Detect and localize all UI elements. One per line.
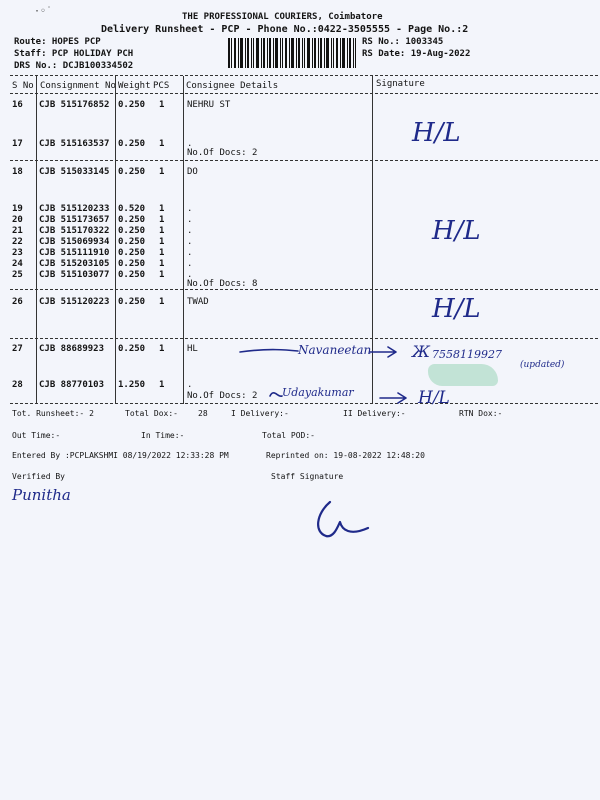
row-details: DO [187, 167, 198, 177]
row-details: . [187, 270, 193, 280]
row-consignment: CJB 515176852 [39, 100, 110, 110]
row-details: . [187, 380, 193, 390]
row-consignment: CJB 515163537 [39, 139, 110, 149]
row-weight: 0.520 [118, 204, 146, 214]
row-pcs: 1 [159, 139, 165, 149]
row-pcs: 1 [159, 204, 165, 214]
reprinted-on: Reprinted on: 19-08-2022 12:48:20 [266, 451, 425, 460]
row-pcs: 1 [159, 226, 165, 236]
row-sno: 20 [12, 215, 23, 225]
row-details: . [187, 226, 193, 236]
row-consignment: CJB 88770103 [39, 380, 105, 390]
out-time: Out Time:- [12, 431, 61, 440]
row-weight: 0.250 [118, 139, 146, 149]
col-header-weight: Weight [118, 81, 151, 91]
row-sno: 17 [12, 139, 23, 149]
row-consignment: CJB 515203105 [39, 259, 110, 269]
total-dox-label: Total Dox:- [125, 409, 178, 418]
col-header-consignment: Consignment No [40, 81, 116, 91]
col-divider [36, 76, 37, 404]
rs-number: RS No.: 1003345 [362, 37, 444, 47]
rtn-dox: RTN Dox:- [459, 409, 503, 418]
row-consignment: CJB 515120223 [39, 297, 110, 307]
col-divider [115, 76, 116, 404]
row-sno: 22 [12, 237, 23, 247]
entered-by: Entered By :PCPLAKSHMI 08/19/2022 12:33:28 PM [12, 451, 229, 460]
row-details: . [187, 204, 193, 214]
row-sno: 28 [12, 380, 23, 390]
row-pcs: 1 [159, 380, 165, 390]
row-sno: 21 [12, 226, 23, 236]
scan-speck: ·◦˙ [34, 6, 53, 17]
rule-top [10, 75, 598, 76]
row-pcs: 1 [159, 167, 165, 177]
row-details: . [187, 248, 193, 258]
row-sno: 27 [12, 344, 23, 354]
col-header-pcs: PCS [153, 81, 170, 91]
row-weight: 0.250 [118, 226, 146, 236]
staff-signature-label: Staff Signature [271, 472, 344, 481]
group-divider [10, 289, 598, 290]
row-pcs: 1 [159, 259, 165, 269]
row-weight: 0.250 [118, 100, 146, 110]
total-runsheet: Tot. Runsheet:- 2 [12, 409, 94, 418]
ii-delivery: II Delivery:- [343, 409, 406, 418]
row-weight: 0.250 [118, 259, 146, 269]
company-name: THE PROFESSIONAL COURIERS, Coimbatore [182, 12, 383, 22]
row-details: HL [187, 344, 198, 354]
row-sno: 19 [12, 204, 23, 214]
row-sno: 18 [12, 167, 23, 177]
row-sno: 25 [12, 270, 23, 280]
row-pcs: 1 [159, 297, 165, 307]
staff-label: Staff: PCP HOLIDAY PCH [14, 49, 134, 59]
updated-note: (updated) [520, 360, 565, 370]
row-sno: 23 [12, 248, 23, 258]
row-consignment: CJB 88689923 [39, 344, 105, 354]
group-divider [10, 338, 598, 339]
row-weight: 0.250 [118, 248, 146, 258]
receiver-phone: 7558119927 [432, 348, 502, 361]
row-consignment: CJB 515170322 [39, 226, 110, 236]
runsheet-title: Delivery Runsheet - PCP - Phone No.:0422-3505555 - Page No.:2 [101, 24, 469, 35]
receiver-name: Udayakumar [282, 386, 354, 399]
green-ink-stamp [428, 364, 498, 386]
staff-signature-scribble [312, 496, 372, 542]
row-pcs: 1 [159, 100, 165, 110]
docs-count: No.Of Docs: 2 [187, 391, 258, 401]
row-consignment: CJB 515103077 [39, 270, 110, 280]
row-sno: 26 [12, 297, 23, 307]
handwritten-hl: H/L [432, 216, 481, 246]
col-header-signature: Signature [376, 79, 425, 89]
arrow-icon [268, 384, 418, 406]
docs-count: No.Of Docs: 8 [187, 279, 258, 289]
barcode [228, 38, 356, 68]
rs-date: RS Date: 19-Aug-2022 [362, 49, 471, 59]
row-pcs: 1 [159, 215, 165, 225]
total-dox-value: 28 [198, 409, 208, 418]
row-pcs: 1 [159, 270, 165, 280]
col-header-sno: S No [12, 81, 34, 91]
row-details: NEHRU ST [187, 100, 231, 110]
verified-by-label: Verified By [12, 472, 65, 481]
verifier-signature: Punitha [12, 486, 71, 504]
total-pod: Total POD:- [262, 431, 315, 440]
row-consignment: CJB 515069934 [39, 237, 110, 247]
route-label: Route: HOPES PCP [14, 37, 101, 47]
row-sno: 16 [12, 100, 23, 110]
row-weight: 0.250 [118, 237, 146, 247]
col-divider [183, 76, 184, 404]
row-consignment: CJB 515120233 [39, 204, 110, 214]
row-weight: 0.250 [118, 344, 146, 354]
signature-scribble: Ж [412, 342, 430, 361]
row-weight: 1.250 [118, 380, 146, 390]
handwritten-hl: H/L [412, 118, 461, 148]
handwritten-hl: H/L [418, 388, 450, 408]
row-weight: 0.250 [118, 167, 146, 177]
row-consignment: CJB 515033145 [39, 167, 110, 177]
row-pcs: 1 [159, 237, 165, 247]
rule-header-bottom [10, 93, 598, 94]
row-details: . [187, 259, 193, 269]
row-weight: 0.250 [118, 270, 146, 280]
drs-number: DRS No.: DCJB100334502 [14, 61, 134, 71]
row-details: . [187, 237, 193, 247]
row-weight: 0.250 [118, 215, 146, 225]
i-delivery: I Delivery:- [231, 409, 289, 418]
row-details: . [187, 139, 193, 149]
col-header-consignee: Consignee Details [186, 81, 279, 91]
row-consignment: CJB 515173657 [39, 215, 110, 225]
receiver-name: Navaneetan [298, 343, 372, 357]
docs-count: No.Of Docs: 2 [187, 148, 258, 158]
row-consignment: CJB 515111910 [39, 248, 110, 258]
handwritten-hl: H/L [432, 294, 481, 324]
row-sno: 24 [12, 259, 23, 269]
row-details: TWAD [187, 297, 209, 307]
group-divider [10, 160, 598, 161]
row-pcs: 1 [159, 248, 165, 258]
in-time: In Time:- [141, 431, 185, 440]
row-weight: 0.250 [118, 297, 146, 307]
row-pcs: 1 [159, 344, 165, 354]
row-details: . [187, 215, 193, 225]
